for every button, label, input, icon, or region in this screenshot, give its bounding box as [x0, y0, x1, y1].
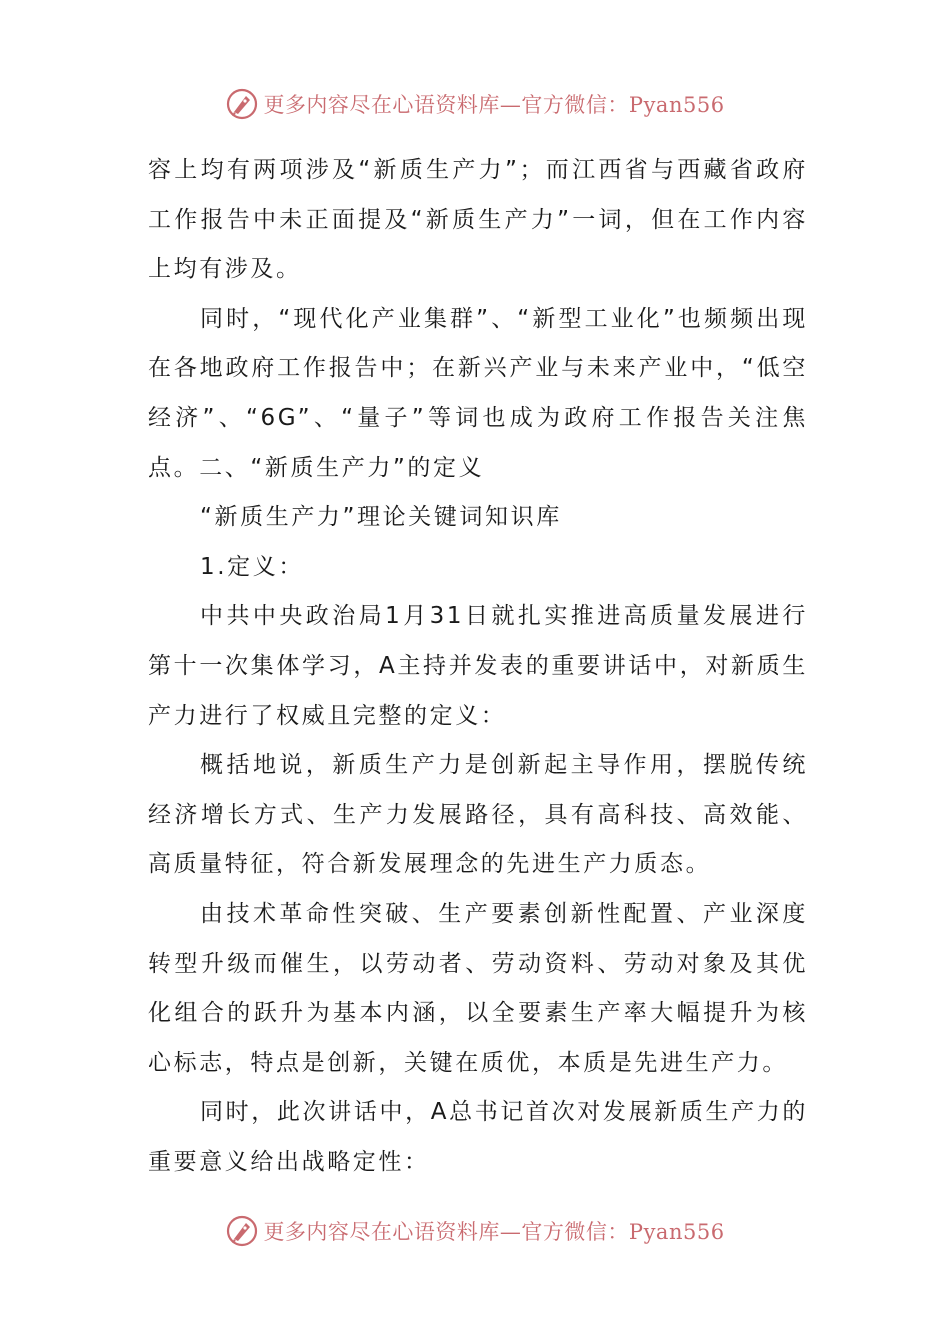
document-body: [148, 146, 808, 1187]
paragraph-definition-summary: 概括地说，新质生产力是创新起主导作用，摆脱传统经济增长方式、生产力发展路径，具有高科技、高效能、高质量特征，符合新发展理念的先进生产力质态。: [148, 752, 808, 878]
definition-heading: 1.定义：: [200, 553, 304, 580]
watermark-text: 更多内容尽在心语资料库—官方微信：Pyan556: [263, 93, 725, 117]
footer-watermark-banner: [0, 1211, 950, 1251]
paragraph-keywords: 同时，“现代化产业集群”、“新型工业化”也频频出现在各地政府工作报告中；在新兴产业与未来产业中，“低空经济”、“6G”、“量子”等词也成为政府工作报告关注焦点。二、“新质生产力”的定义: [148, 305, 808, 481]
pen-nib-icon: [225, 87, 259, 121]
header-watermark-banner: [0, 84, 950, 124]
paragraph-study-session: 中共中央政治局1月31日就扎实推进高质量发展进行第十一次集体学习，A主持并发表的重要讲话中，对新质生产力进行了权威且完整的定义：: [148, 603, 808, 729]
watermark-text: 更多内容尽在心语资料库—官方微信：Pyan556: [263, 1220, 725, 1244]
paragraph-continuation: 容上均有两项涉及“新质生产力”；而江西省与西藏省政府工作报告中未正面提及“新质生产力”一词，但在工作内容上均有涉及。: [148, 157, 808, 283]
pen-nib-icon: [225, 1214, 259, 1248]
paragraph-definition-detail: 由技术革命性突破、生产要素创新性配置、产业深度转型升级而催生，以劳动者、劳动资料、劳动对象及其优化组合的跃升为基本内涵，以全要素生产率大幅提升为核心标志，特点是创新，关键在质优，本质是先进生产力。: [148, 900, 808, 1076]
paragraph-strategic-significance: 同时，此次讲话中，A总书记首次对发展新质生产力的重要意义给出战略定性：: [148, 1099, 808, 1175]
knowledge-base-heading: “新质生产力”理论关键词知识库: [200, 504, 562, 531]
